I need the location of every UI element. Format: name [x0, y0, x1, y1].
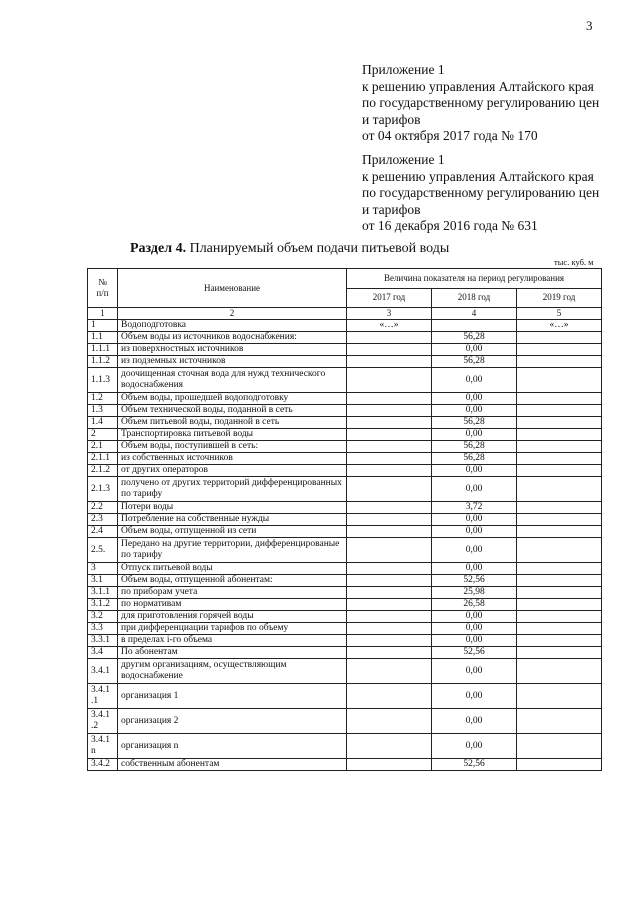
row-name-cell: Передано на другие территории, дифференцированые по тарифу [118, 538, 347, 563]
row-number-cell: 3.4.1 n [88, 734, 118, 759]
row-name-cell: Отпуск питьевой воды [118, 563, 347, 575]
table-row [88, 709, 602, 734]
col-header-num: № п/п [88, 269, 118, 308]
value-2018-cell: 0,00 [432, 563, 517, 575]
appendix-block-original [362, 152, 632, 235]
value-2017-cell [347, 635, 432, 647]
row-name-cell: для приготовления горячей воды [118, 611, 347, 623]
row-name-cell: Водоподготовка [118, 320, 347, 332]
value-2018-cell: 0,00 [432, 477, 517, 502]
value-2018-cell: 26,58 [432, 599, 517, 611]
value-2018-cell: 56,28 [432, 417, 517, 429]
row-number-cell: 3.4.1 .2 [88, 709, 118, 734]
value-2018-cell: 56,28 [432, 453, 517, 465]
value-2019-cell [517, 429, 602, 441]
value-2018-cell: 52,56 [432, 575, 517, 587]
row-name-cell: Транспортировка питьевой воды [118, 429, 347, 441]
value-2019-cell [517, 587, 602, 599]
row-number-cell: 2.3 [88, 514, 118, 526]
row-name-cell: другим организациям, осуществляющим водоснабжение [118, 659, 347, 684]
appendix-line: и тарифов [362, 111, 421, 127]
appendix-line: Приложение 1 [362, 152, 445, 167]
table-row [88, 344, 602, 356]
row-name-cell: от других операторов [118, 465, 347, 477]
col-header-2019: 2019 год [517, 288, 602, 308]
value-2017-cell [347, 368, 432, 393]
row-number-cell: 3.3.1 [88, 635, 118, 647]
value-2019-cell [517, 356, 602, 368]
table-row [88, 405, 602, 417]
row-name-cell: организация 2 [118, 709, 347, 734]
table-row [88, 623, 602, 635]
value-2018-cell: 0,00 [432, 734, 517, 759]
value-2017-cell [347, 429, 432, 441]
col-header-name: Наименование [118, 269, 347, 308]
value-2017-cell [347, 356, 432, 368]
table-row [88, 611, 602, 623]
index-cell: 2 [118, 308, 347, 320]
water-volume-table [87, 268, 602, 771]
value-2018-cell: 3,72 [432, 502, 517, 514]
row-name-cell: из подземных источников [118, 356, 347, 368]
row-number-cell: 1.3 [88, 405, 118, 417]
value-2019-cell [517, 575, 602, 587]
row-number-cell: 2.1.1 [88, 453, 118, 465]
row-name-cell: Объем воды, отпущенной абонентам: [118, 575, 347, 587]
value-2019-cell [517, 659, 602, 684]
row-number-cell: 3.4.2 [88, 759, 118, 771]
value-2017-cell [347, 332, 432, 344]
value-2019-cell [517, 514, 602, 526]
value-2018-cell: 0,00 [432, 623, 517, 635]
value-2017-cell [347, 599, 432, 611]
value-2017-cell [347, 684, 432, 709]
value-2019-cell [517, 623, 602, 635]
row-number-cell: 2.2 [88, 502, 118, 514]
value-2019-cell [517, 417, 602, 429]
row-name-cell: По абонентам [118, 647, 347, 659]
value-2019-cell [517, 734, 602, 759]
row-number-cell: 2.1.3 [88, 477, 118, 502]
value-2017-cell [347, 563, 432, 575]
row-name-cell: из собственных источников [118, 453, 347, 465]
row-number-cell: 2.1.2 [88, 465, 118, 477]
row-number-cell: 2.5. [88, 538, 118, 563]
table-row [88, 563, 602, 575]
table-row [88, 429, 602, 441]
value-2018-cell: 52,56 [432, 759, 517, 771]
appendix-line: от 16 декабря 2016 года № 631 [362, 218, 538, 233]
value-2017-cell [347, 611, 432, 623]
row-number-cell: 3.3 [88, 623, 118, 635]
units-label: тыс. куб. м [554, 257, 594, 267]
row-number-cell: 3.1.1 [88, 587, 118, 599]
col-header-group: Величина показателя на период регулирования [347, 269, 602, 289]
value-2017-cell [347, 465, 432, 477]
row-name-cell: Объем питьевой воды, поданной в сеть [118, 417, 347, 429]
value-2019-cell [517, 368, 602, 393]
row-number-cell: 1.1.2 [88, 356, 118, 368]
value-2017-cell [347, 453, 432, 465]
value-2017-cell [347, 538, 432, 563]
row-number-cell: 2.1 [88, 441, 118, 453]
table-row [88, 575, 602, 587]
value-2019-cell [517, 405, 602, 417]
value-2017-cell [347, 477, 432, 502]
table-body [88, 320, 602, 771]
value-2019-cell [517, 538, 602, 563]
appendix-block-current [362, 62, 632, 145]
appendix-line: и тарифов [362, 201, 421, 217]
value-2019-cell: «…» [517, 320, 602, 332]
value-2018-cell: 0,00 [432, 684, 517, 709]
value-2017-cell [347, 587, 432, 599]
row-number-cell: 3.2 [88, 611, 118, 623]
value-2019-cell [517, 759, 602, 771]
col-header-2017: 2017 год [347, 288, 432, 308]
row-name-cell: Объем воды из источников водоснабжения: [118, 332, 347, 344]
row-number-cell: 1 [88, 320, 118, 332]
value-2018-cell: 0,00 [432, 659, 517, 684]
value-2019-cell [517, 344, 602, 356]
row-number-cell: 1.1.1 [88, 344, 118, 356]
value-2017-cell [347, 759, 432, 771]
row-name-cell: по приборам учета [118, 587, 347, 599]
row-name-cell: получено от других территорий дифференцированных по тарифу [118, 477, 347, 502]
row-name-cell: по нормативам [118, 599, 347, 611]
row-name-cell: организация 1 [118, 684, 347, 709]
value-2018-cell: 0,00 [432, 635, 517, 647]
value-2018-cell: 52,56 [432, 647, 517, 659]
table-row [88, 368, 602, 393]
value-2017-cell [347, 514, 432, 526]
row-number-cell: 3.1 [88, 575, 118, 587]
value-2019-cell [517, 453, 602, 465]
section-label: Раздел 4. [130, 241, 187, 256]
row-name-cell: в пределах i-го объема [118, 635, 347, 647]
value-2019-cell [517, 647, 602, 659]
table-row [88, 526, 602, 538]
appendix-line: Приложение 1 [362, 62, 445, 77]
value-2018-cell: 0,00 [432, 514, 517, 526]
value-2018-cell: 0,00 [432, 538, 517, 563]
page-number: 3 [586, 18, 593, 33]
value-2018-cell [432, 320, 517, 332]
table-row [88, 477, 602, 502]
value-2017-cell [347, 575, 432, 587]
row-number-cell: 3.4 [88, 647, 118, 659]
value-2017-cell [347, 405, 432, 417]
table-row [88, 759, 602, 771]
table-row [88, 393, 602, 405]
row-number-cell: 1.1.3 [88, 368, 118, 393]
value-2018-cell: 0,00 [432, 429, 517, 441]
section-heading: Планируемый объем подачи питьевой воды [189, 241, 450, 256]
row-number-cell: 3.4.1 .1 [88, 684, 118, 709]
value-2017-cell [347, 417, 432, 429]
value-2019-cell [517, 684, 602, 709]
table-row [88, 502, 602, 514]
table-row [88, 684, 602, 709]
value-2019-cell [517, 635, 602, 647]
value-2019-cell [517, 599, 602, 611]
value-2019-cell [517, 441, 602, 453]
row-number-cell: 1.4 [88, 417, 118, 429]
value-2017-cell [347, 344, 432, 356]
value-2017-cell [347, 647, 432, 659]
row-number-cell: 3 [88, 563, 118, 575]
appendix-line: к решению управления Алтайского края [362, 78, 594, 94]
row-number-cell: 3.1.2 [88, 599, 118, 611]
table-row [88, 320, 602, 332]
table-row [88, 332, 602, 344]
row-number-cell: 3.4.1 [88, 659, 118, 684]
value-2018-cell: 0,00 [432, 405, 517, 417]
appendix-line: по государственному регулированию цен [362, 95, 600, 110]
value-2019-cell [517, 465, 602, 477]
table-row [88, 417, 602, 429]
value-2019-cell [517, 709, 602, 734]
value-2019-cell [517, 477, 602, 502]
value-2018-cell: 0,00 [432, 526, 517, 538]
index-cell: 3 [347, 308, 432, 320]
row-name-cell: Объем технической воды, поданной в сеть [118, 405, 347, 417]
table-row [88, 514, 602, 526]
row-number-cell: 1.1 [88, 332, 118, 344]
appendix-line: по государственному регулированию цен [362, 185, 600, 200]
table-row [88, 647, 602, 659]
section-title [130, 241, 449, 257]
table-row [88, 453, 602, 465]
table-row [88, 734, 602, 759]
table-row [88, 659, 602, 684]
table-row [88, 538, 602, 563]
value-2018-cell: 0,00 [432, 465, 517, 477]
value-2017-cell [347, 659, 432, 684]
value-2018-cell: 25,98 [432, 587, 517, 599]
value-2018-cell: 0,00 [432, 611, 517, 623]
appendix-line: от 04 октября 2017 года № 170 [362, 128, 538, 143]
value-2017-cell [347, 734, 432, 759]
value-2017-cell [347, 441, 432, 453]
row-name-cell: из поверхностных источников [118, 344, 347, 356]
row-number-cell: 2.4 [88, 526, 118, 538]
row-name-cell: доочищенная сточная вода для нужд технического водоснабжения [118, 368, 347, 393]
value-2017-cell [347, 709, 432, 734]
value-2017-cell [347, 393, 432, 405]
value-2019-cell [517, 502, 602, 514]
value-2018-cell: 0,00 [432, 393, 517, 405]
index-cell: 4 [432, 308, 517, 320]
value-2018-cell: 56,28 [432, 332, 517, 344]
row-number-cell: 2 [88, 429, 118, 441]
table-row [88, 441, 602, 453]
table-row [88, 587, 602, 599]
value-2019-cell [517, 611, 602, 623]
row-name-cell: организация n [118, 734, 347, 759]
table-row [88, 356, 602, 368]
appendix-line: к решению управления Алтайского края [362, 168, 594, 184]
value-2019-cell [517, 332, 602, 344]
value-2018-cell: 56,28 [432, 441, 517, 453]
row-name-cell: собственным абонентам [118, 759, 347, 771]
value-2019-cell [517, 563, 602, 575]
row-name-cell: Потребление на собственные нужды [118, 514, 347, 526]
index-cell: 1 [88, 308, 118, 320]
row-name-cell: Объем воды, поступившей в сеть: [118, 441, 347, 453]
value-2019-cell [517, 393, 602, 405]
row-name-cell: Объем воды, прошедшей водоподготовку [118, 393, 347, 405]
value-2017-cell [347, 526, 432, 538]
row-name-cell: при дифференциации тарифов по объему [118, 623, 347, 635]
value-2017-cell [347, 623, 432, 635]
value-2017-cell [347, 502, 432, 514]
value-2017-cell: «…» [347, 320, 432, 332]
value-2018-cell: 0,00 [432, 368, 517, 393]
index-cell: 5 [517, 308, 602, 320]
col-header-2018: 2018 год [432, 288, 517, 308]
value-2018-cell: 56,28 [432, 356, 517, 368]
row-number-cell: 1.2 [88, 393, 118, 405]
table-row [88, 465, 602, 477]
value-2018-cell: 0,00 [432, 344, 517, 356]
table-row [88, 635, 602, 647]
value-2019-cell [517, 526, 602, 538]
value-2018-cell: 0,00 [432, 709, 517, 734]
row-name-cell: Потери воды [118, 502, 347, 514]
table-row [88, 599, 602, 611]
row-name-cell: Объем воды, отпущенной из сети [118, 526, 347, 538]
